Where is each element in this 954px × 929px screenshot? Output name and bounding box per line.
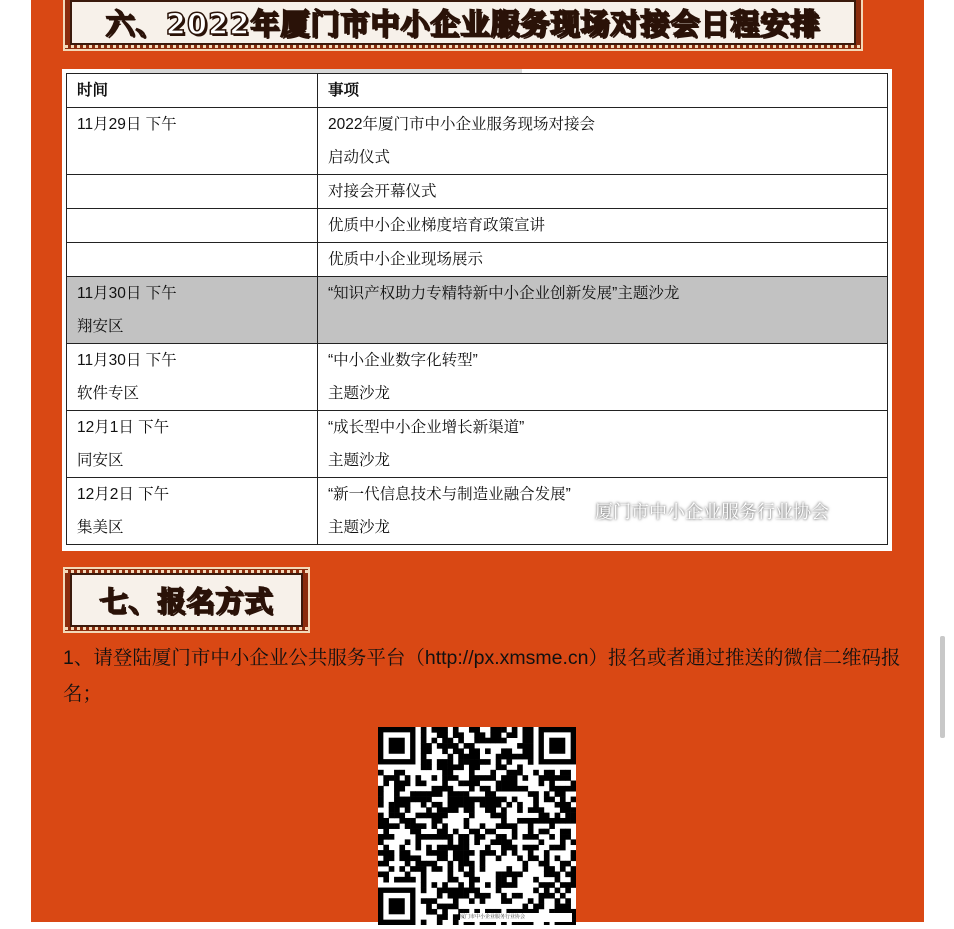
cell-item-line: 2022年厦门市中小企业服务现场对接会 <box>328 116 595 133</box>
scrollbar[interactable] <box>940 636 945 738</box>
cell-time-line: 11月29日 下午 <box>77 116 177 133</box>
cell-item <box>318 108 888 175</box>
table-row <box>67 175 888 209</box>
table-row <box>67 411 888 478</box>
cell-time <box>67 243 318 277</box>
cell-time-line: 12月2日 下午 <box>77 486 170 503</box>
cell-item-line: 启动仪式 <box>328 149 391 166</box>
cell-time-line: 集美区 <box>77 519 124 536</box>
cell-item-line: “中小企业数字化转型” <box>328 352 478 369</box>
qr-code[interactable] <box>378 727 576 925</box>
schedule-body <box>67 108 888 545</box>
table-row <box>67 108 888 175</box>
cell-item-line: 主题沙龙 <box>328 452 391 469</box>
registration-text: 1、请登陆厦门市中小企业公共服务平台（http://px.xmsme.cn）报名或者通过推送的微信二维码报名； <box>63 647 901 705</box>
watermark <box>568 498 829 524</box>
section6-title: 六、2022年厦门市中小企业服务现场对接会日程安排 <box>70 0 856 45</box>
cell-item <box>318 243 888 277</box>
cell-item <box>318 411 888 478</box>
cell-item-line: “新一代信息技术与制造业融合发展” <box>328 486 571 503</box>
cell-item-line: 优质中小企业梯度培育政策宣讲 <box>328 217 546 234</box>
cell-time <box>67 209 318 243</box>
cell-item-line: 优质中小企业现场展示 <box>328 251 484 268</box>
cell-item-line: “成长型中小企业增长新渠道” <box>328 419 525 436</box>
header-item: 事项 <box>318 74 888 108</box>
cell-time-line: 11月30日 下午 <box>77 352 177 369</box>
cell-time <box>67 277 318 344</box>
table-row <box>67 209 888 243</box>
table-header-row <box>67 74 888 108</box>
cell-time <box>67 344 318 411</box>
cell-item-line: 对接会开幕仪式 <box>328 183 437 200</box>
qr-code-image <box>378 727 576 925</box>
table-row <box>67 243 888 277</box>
qr-caption: 厦门市中小企业服务行业协会 <box>460 913 572 922</box>
cell-time <box>67 175 318 209</box>
section7-title: 七、报名方式 <box>70 573 303 627</box>
table-row <box>67 344 888 411</box>
wechat-icon <box>568 503 590 520</box>
cell-item-line: 主题沙龙 <box>328 519 391 536</box>
cell-time <box>67 108 318 175</box>
cell-item-line: “知识产权助力专精特新中小企业创新发展”主题沙龙 <box>328 285 680 302</box>
schedule-table <box>66 73 888 545</box>
cell-time-line: 软件专区 <box>77 385 140 402</box>
section7-banner <box>63 567 310 633</box>
cell-time <box>67 411 318 478</box>
cell-item <box>318 175 888 209</box>
cell-item <box>318 209 888 243</box>
schedule-table-container <box>62 69 892 551</box>
cell-time-line: 11月30日 下午 <box>77 285 177 302</box>
cell-item <box>318 344 888 411</box>
cell-time-line: 12月1日 下午 <box>77 419 170 436</box>
watermark-text: 厦门市中小企业服务行业协会 <box>595 502 829 522</box>
section6-banner <box>63 0 863 51</box>
cell-time <box>67 478 318 545</box>
cell-item <box>318 277 888 344</box>
cell-time-line: 同安区 <box>77 452 124 469</box>
cell-item-line: 主题沙龙 <box>328 385 391 402</box>
header-time: 时间 <box>67 74 318 108</box>
table-row <box>67 277 888 344</box>
cell-time-line: 翔安区 <box>77 318 124 335</box>
